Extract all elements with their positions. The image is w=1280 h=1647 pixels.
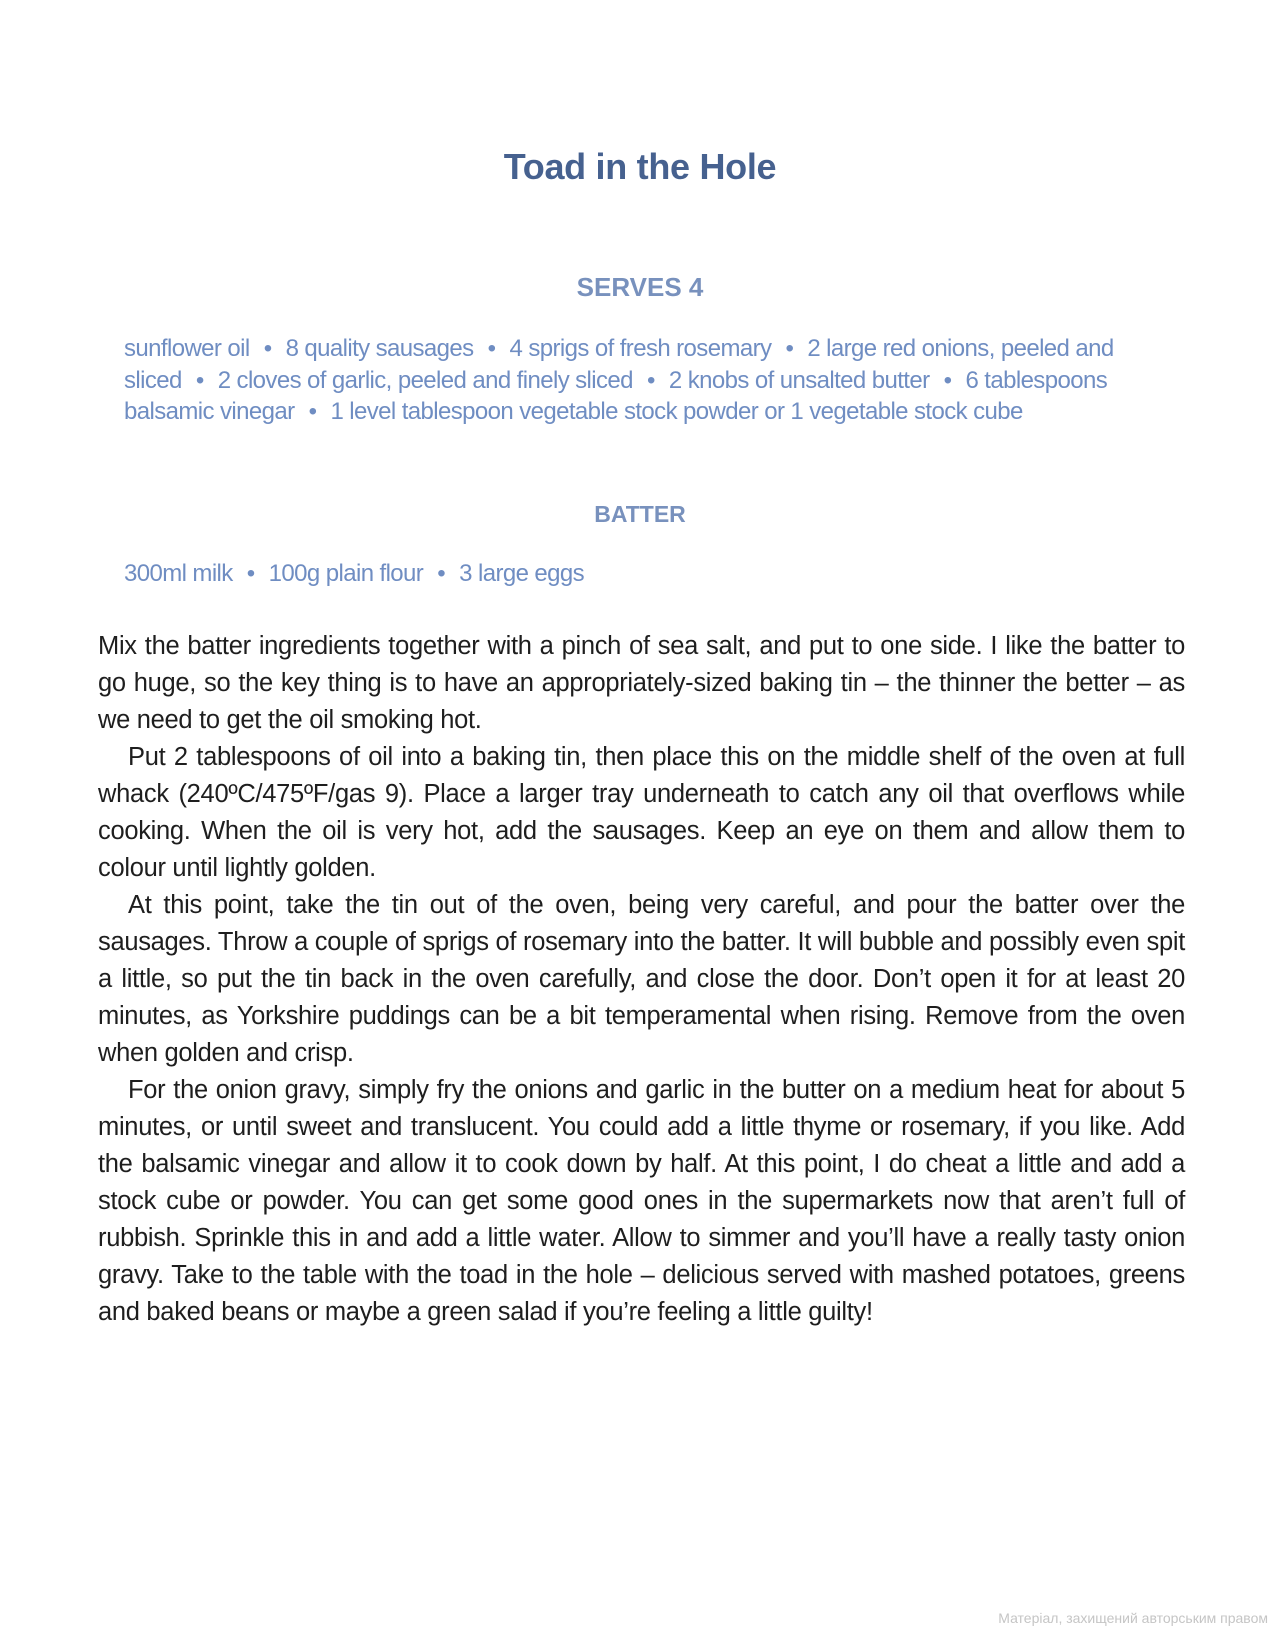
ingredient-item: sunflower oil bbox=[124, 335, 250, 362]
bullet-separator: • bbox=[487, 335, 496, 362]
recipe-title: Toad in the Hole bbox=[503, 146, 777, 187]
bullet-separator: • bbox=[263, 335, 272, 362]
ingredient-item: 2 large red onions, peeled and sliced bbox=[124, 335, 1114, 394]
ingredient-item: 2 cloves of garlic, peeled and finely sliced bbox=[217, 366, 633, 394]
method-paragraph: For the onion gravy, simply fry the onions and garlic in the butter on a medium heat for about 5 minutes, or until sweet and translucent. You could add a little thyme or rosemary, if you like. Add the balsamic vinegar and allow it to cook down by half. At this point, I do cheat a little and add a stock cube or powder. You can get some good ones in the supermarkets now that aren’t full of rubbish. Sprinkle this in and add a little water. Allow to simmer and you’ll have a really tasty onion gravy. Take to the table with the toad in the hole – delicious served with mashed potatoes, greens and baked beans or maybe a green salad if you’re feeling a little guilty! bbox=[98, 1076, 1185, 1326]
method-paragraph: Mix the batter ingredients together with a pinch of sea salt, and put to one side. I like the batter to go huge, so the key thing is to have an appropriately-sized baking tin – the thinner the better – as we need to get the oil smoking hot. bbox=[98, 632, 1185, 734]
copyright-watermark: Матеріал, захищений авторським правом bbox=[998, 1610, 1268, 1626]
batter-heading: BATTER bbox=[594, 501, 686, 527]
bullet-separator: • bbox=[246, 560, 255, 587]
method-paragraph: At this point, take the tin out of the oven, being very careful, and pour the batter over the sausages. Throw a couple of sprigs of rosemary into the batter. It will bubble and possibly even spit a little, so put the tin back in the oven carefully, and close the door. Don’t open it for at least 20 minutes, as Yorkshire puddings can be a bit temperamental when rising. Remove from the oven when golden and crisp. bbox=[98, 891, 1185, 1067]
bullet-separator: • bbox=[437, 560, 446, 587]
ingredient-item: 3 large eggs bbox=[459, 560, 585, 587]
ingredients-list bbox=[124, 333, 1174, 428]
ingredient-item: 4 sprigs of fresh rosemary bbox=[509, 335, 772, 362]
ingredient-item: 6 tablespoons balsamic vinegar bbox=[124, 366, 1108, 425]
batter-ingredients-list bbox=[124, 558, 1174, 590]
ingredient-item: 1 level tablespoon vegetable stock powder or 1 vegetable stock cube bbox=[330, 398, 1023, 425]
bullet-separator: • bbox=[785, 335, 794, 362]
method-text bbox=[98, 628, 1185, 1331]
bullet-separator: • bbox=[943, 366, 952, 394]
ingredient-item: 300ml milk bbox=[124, 560, 233, 587]
method-paragraph: Put 2 tablespoons of oil into a baking tin, then place this on the middle shelf of the oven at full whack (240ºC/475ºF/gas 9). Place a larger tray underneath to catch any oil that overflows while cooking. When the oil is very hot, add the sausages. Keep an eye on them and allow them to colour until lightly golden. bbox=[98, 743, 1185, 882]
ingredient-item: 2 knobs of unsalted butter bbox=[668, 366, 930, 394]
bullet-separator: • bbox=[647, 366, 655, 394]
ingredient-item: 100g plain flour bbox=[268, 560, 424, 587]
bullet-separator: • bbox=[195, 366, 204, 394]
bullet-separator: • bbox=[308, 398, 317, 425]
serves-heading: SERVES 4 bbox=[576, 272, 704, 302]
ingredient-item: 8 quality sausages bbox=[285, 335, 474, 362]
